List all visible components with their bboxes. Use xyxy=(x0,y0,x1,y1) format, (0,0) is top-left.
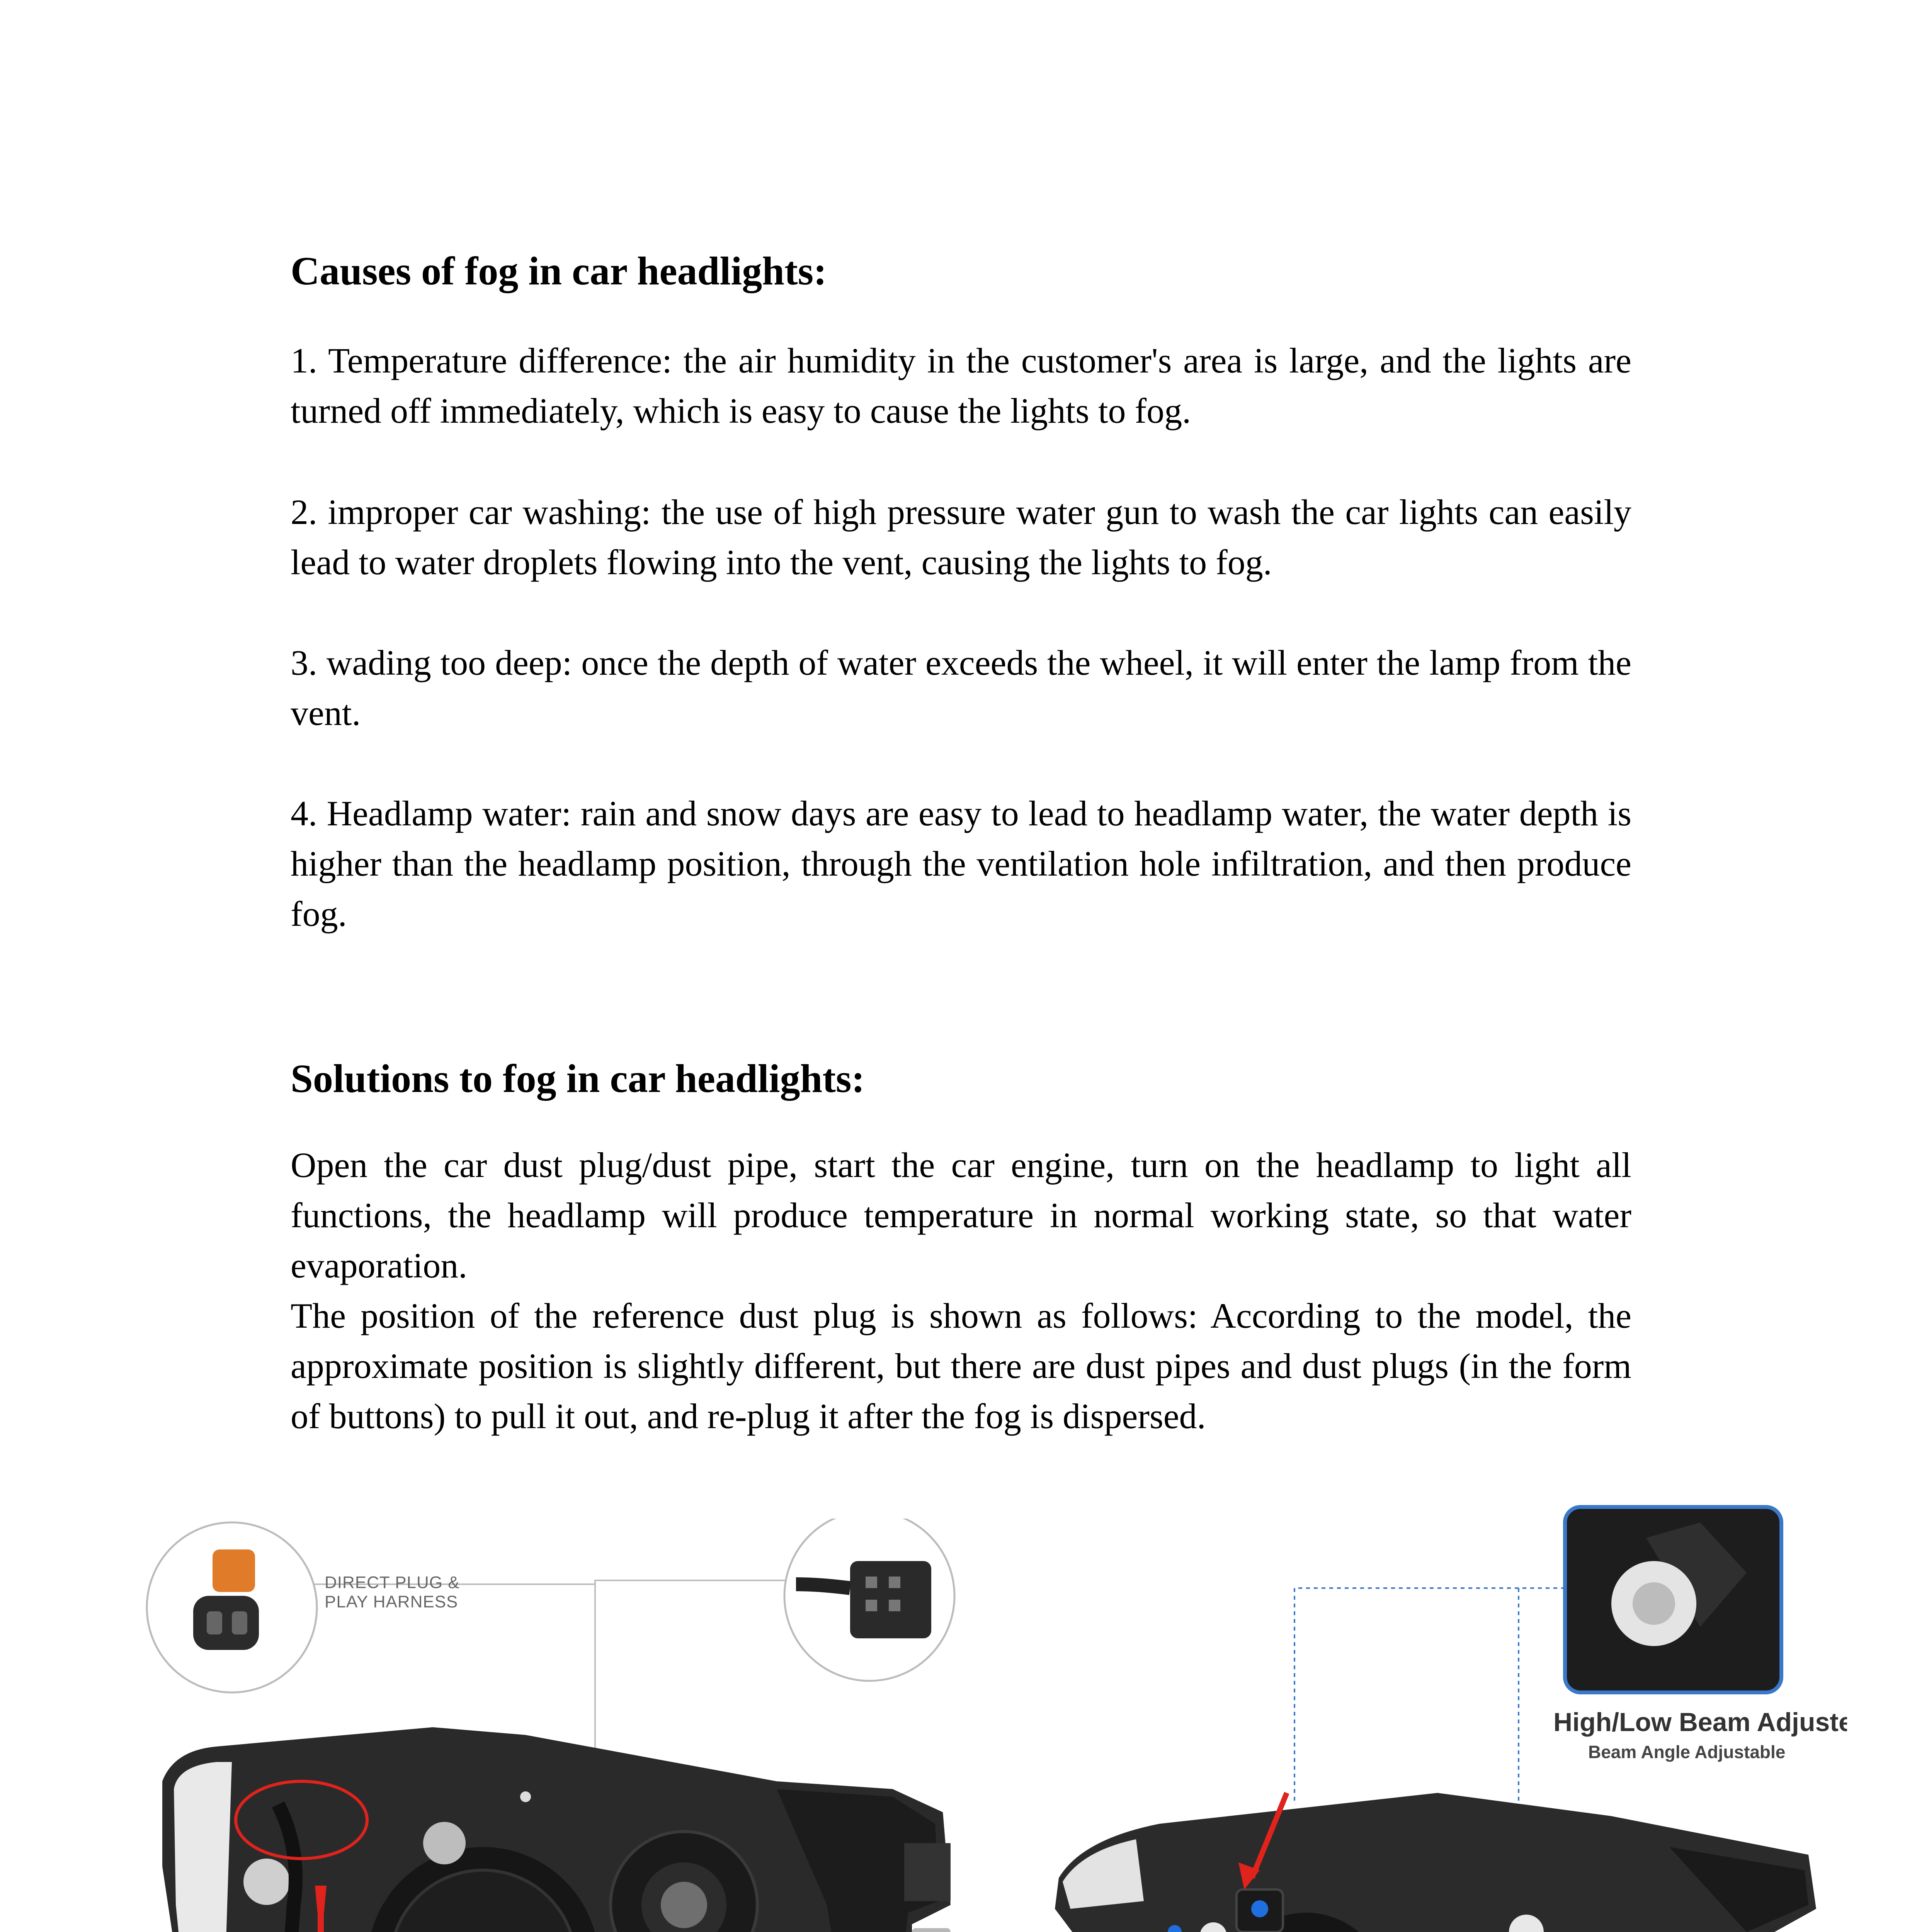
headlight-housing-right xyxy=(1055,1793,1824,1932)
callout-beam-title: High/Low Beam Adjuste xyxy=(1553,1708,1847,1737)
headlight-rear-figure-left xyxy=(139,1519,1005,1932)
callout-direct-plug-line1: DIRECT PLUG & xyxy=(325,1573,460,1592)
headlight-housing xyxy=(162,1727,951,1932)
cause-item-1: 1. Temperature difference: the air humidity in the customer's area is large, and the lights are turned off immediately, which is easy to cause the lights to fog. xyxy=(291,341,1631,430)
headlight-rear-figure-right xyxy=(1012,1499,1847,1932)
cause-item-2: 2. improper car washing: the use of high pressure water gun to wash the car lights can easily lead to water droplets flowing into the vent, causing the lights to fog. xyxy=(291,492,1631,582)
callout-beam-subtitle: Beam Angle Adjustable xyxy=(1588,1742,1786,1762)
cause-item-4: 4. Headlamp water: rain and snow days are easy to lead to headlamp water, the water depth is higher than the headlamp position, through the ventilation hole infiltration, and then produce fog. xyxy=(291,794,1631,934)
causes-heading: Causes of fog in car headlights: xyxy=(291,249,827,293)
callout-direct-plug xyxy=(147,1522,317,1692)
cause-item-3: 3. wading too deep: once the depth of water exceeds the wheel, it will enter the lamp from the vent. xyxy=(291,643,1631,733)
solution-paragraph-1: Open the car dust plug/dust pipe, start the car engine, turn on the headlamp to light all functions, the headlamp will produce temperature in normal working state, so that water evaporation. xyxy=(291,1145,1631,1285)
callout-harness-connector xyxy=(784,1519,954,1681)
chevron-right-icon[interactable] xyxy=(912,1928,951,1932)
solutions-heading: Solutions to fog in car headlights: xyxy=(291,1056,865,1101)
solution-paragraph-2: The position of the reference dust plug is shown as follows: According to the model, the approximate position is slightly different, but there are dust pipes and dust plugs (in the form of buttons) to pull it out, and re-plug it after the fog is dispersed. xyxy=(291,1296,1631,1436)
callout-beam-adjuster xyxy=(1565,1507,1781,1692)
callout-direct-plug-line2: PLAY HARNESS xyxy=(325,1592,458,1611)
